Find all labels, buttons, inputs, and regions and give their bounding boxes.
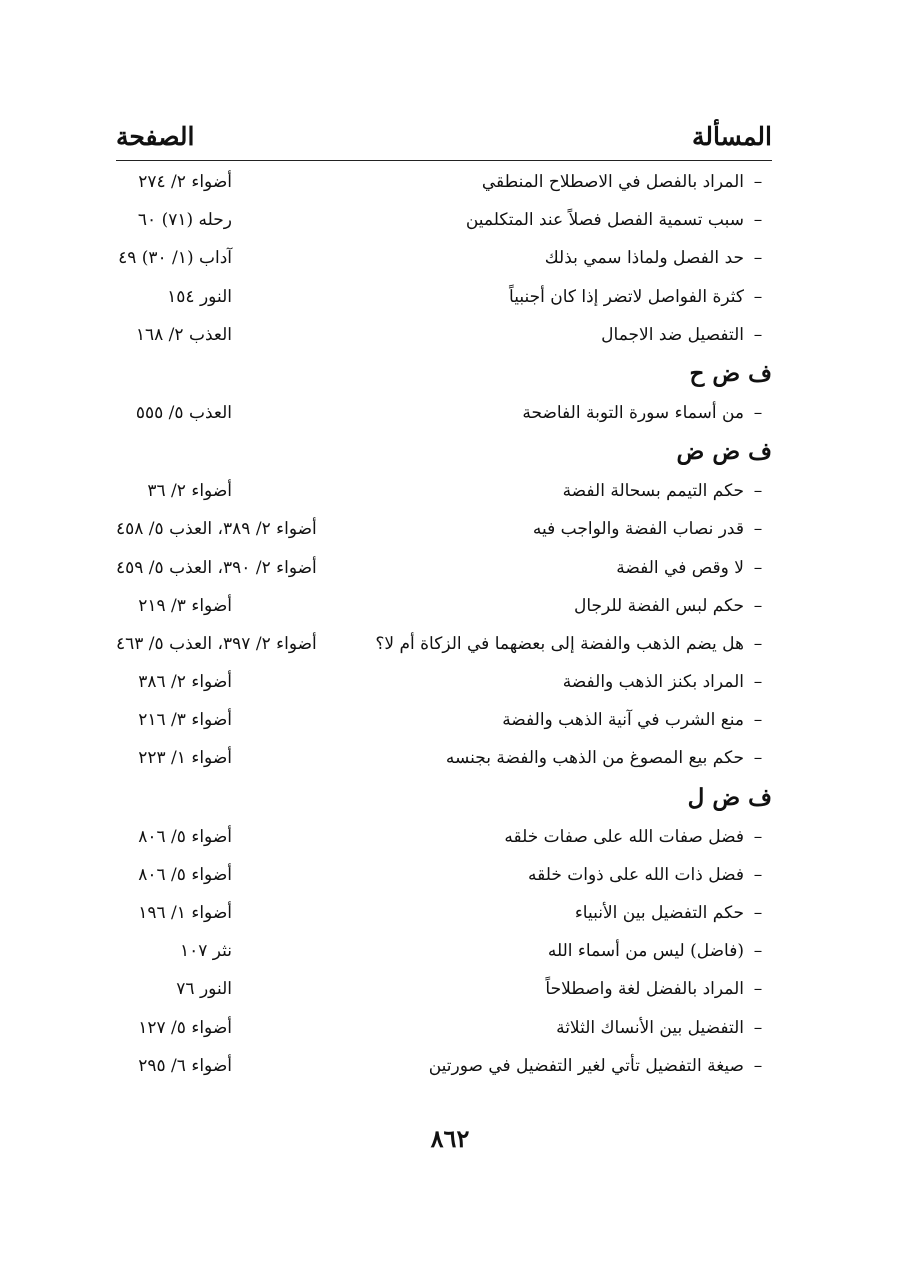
index-entry [116, 549, 772, 587]
index-entry [116, 587, 772, 625]
entry-topic: حكم التيمم بسحالة الفضة [562, 481, 744, 502]
index-section [116, 163, 772, 354]
entry-topic: حكم التفضيل بين الأنبياء [574, 903, 744, 923]
entry-topic-cell [375, 625, 772, 663]
entry-page-reference: رحله (٧١) ٦٠ [137, 210, 232, 231]
index-entry [116, 970, 772, 1008]
entry-page-reference: أضواء ٥/ ١٢٧ [138, 1017, 232, 1038]
root-heading: ف ض ح [689, 359, 772, 387]
index-entry [116, 278, 772, 316]
header-divider [116, 160, 772, 161]
entry-page-reference: أضواء ١/ ٢٢٣ [138, 748, 232, 769]
root-heading: ف ض ل [687, 783, 772, 811]
entry-page-reference: أضواء ٢/ ٣٨٩، العذب ٥/ ٤٥٨ [116, 519, 317, 540]
index-entry [116, 201, 772, 239]
index-entry [116, 856, 772, 894]
index-entry [116, 894, 772, 932]
entry-topic: منع الشرب في آنية الذهب والفضة [502, 710, 744, 731]
entry-topic-cell [575, 894, 772, 932]
index-entry [116, 663, 772, 701]
entry-dash-marker: – [753, 172, 763, 192]
page-column-label: الصفحة [116, 122, 195, 151]
entry-topic-cell [522, 394, 772, 432]
entry-page-reference: آداب (١/ ٣٠) ٤٩ [118, 248, 232, 269]
entry-topic: المراد بالفصل في الاصطلاح المنطقي [481, 172, 744, 192]
index-entries [116, 163, 772, 1085]
entry-topic-cell [528, 856, 772, 894]
entry-topic-cell [574, 587, 772, 625]
entry-page-reference: أضواء ٢/ ٣٩٧، العذب ٥/ ٤٦٣ [116, 633, 317, 654]
entry-topic: قدر نصاب الفضة والواجب فيه [532, 519, 744, 540]
entry-topic: فضل ذات الله على ذوات خلقه [527, 864, 744, 885]
entry-topic: لا وقص في الفضة [616, 557, 744, 578]
entry-topic: التفصيل ضد الاجمال [601, 324, 744, 345]
entry-topic: حد الفصل ولماذا سمي بذلك [544, 248, 744, 269]
index-section [116, 432, 772, 778]
entry-dash-marker: – [753, 210, 763, 231]
entry-page-reference: أضواء ٥/ ٨٠٦ [138, 826, 232, 847]
entry-topic-cell [429, 1047, 772, 1085]
entry-dash-marker: – [753, 519, 763, 540]
entry-page-reference: أضواء ٢/ ٣٨٦ [138, 672, 232, 693]
entry-page-reference: أضواء ٦/ ٢٩٥ [138, 1055, 232, 1076]
entry-topic-cell [601, 316, 772, 354]
entry-topic: من أسماء سورة التوبة الفاضحة [522, 402, 744, 423]
entry-topic: المراد بالفضل لغة واصطلاحاً [545, 979, 744, 1000]
entry-page-reference: أضواء ٢/ ٣٦ [147, 481, 232, 502]
entry-dash-marker: – [753, 557, 763, 578]
entry-topic-cell [504, 818, 772, 856]
entry-dash-marker: – [753, 402, 763, 423]
entry-topic: كثرة الفواصل لاتضر إذا كان أجنبياً [509, 286, 744, 307]
entry-dash-marker: – [753, 864, 763, 885]
entry-dash-marker: – [753, 941, 763, 962]
entry-topic-cell [545, 970, 772, 1008]
entry-page-reference: أضواء ١/ ١٩٦ [138, 903, 232, 923]
entry-dash-marker: – [753, 595, 763, 616]
index-entry [116, 625, 772, 663]
entry-dash-marker: – [753, 710, 763, 731]
entry-page-reference: أضواء ٢/ ٢٧٤ [138, 172, 232, 192]
entry-topic-cell [563, 472, 772, 510]
entry-topic-cell [563, 663, 772, 701]
entry-dash-marker: – [753, 748, 763, 769]
root-heading: ف ض ض [676, 438, 772, 466]
index-entry [116, 932, 772, 970]
entry-dash-marker: – [753, 633, 763, 654]
entry-dash-marker: – [753, 826, 763, 847]
entry-topic: التفضيل بين الأنساك الثلاثة [556, 1017, 744, 1038]
entry-topic: سبب تسمية الفصل فصلاً عند المتكلمين [465, 210, 744, 231]
index-entry [116, 701, 772, 739]
entry-page-reference: أضواء ٣/ ٢١٦ [138, 710, 232, 731]
entry-topic-cell [502, 701, 772, 739]
entry-dash-marker: – [753, 903, 763, 923]
index-section [116, 354, 772, 432]
entry-topic: حكم لبس الفضة للرجال [574, 595, 744, 616]
entry-dash-marker: – [753, 248, 763, 269]
entry-topic-cell [446, 739, 772, 777]
entry-page-reference: نثر ١٠٧ [179, 941, 232, 962]
index-entry [116, 472, 772, 510]
entry-topic-cell [533, 510, 772, 548]
entry-topic: المراد بكنز الذهب والفضة [562, 672, 744, 693]
entry-topic: فضل صفات الله على صفات خلقه [504, 826, 744, 847]
entry-page-reference: أضواء ٢/ ٣٩٠، العذب ٥/ ٤٥٩ [116, 557, 317, 578]
entry-page-reference: أضواء ٣/ ٢١٩ [138, 595, 232, 616]
entry-dash-marker: – [753, 1055, 763, 1076]
entry-dash-marker: – [753, 286, 763, 307]
entry-page-reference: النور ١٥٤ [167, 286, 232, 307]
entry-topic: (فاضل) ليس من أسماء الله [547, 941, 744, 962]
column-header [116, 122, 772, 162]
entry-page-reference: النور ٧٦ [176, 979, 232, 1000]
entry-dash-marker: – [753, 1017, 763, 1038]
entry-topic: حكم بيع المصوغ من الذهب والفضة بجنسه [445, 748, 744, 769]
entry-topic-cell [556, 1009, 772, 1047]
index-entry [116, 818, 772, 856]
index-entry [116, 739, 772, 777]
entry-dash-marker: – [753, 672, 763, 693]
entry-topic: صيغة التفضيل تأتي لغير التفضيل في صورتين [428, 1055, 744, 1076]
entry-topic-cell [616, 549, 772, 587]
entry-page-reference: أضواء ٥/ ٨٠٦ [138, 864, 232, 885]
entry-topic-cell [509, 278, 772, 316]
index-entry [116, 394, 772, 432]
entry-topic-cell [545, 239, 772, 277]
entry-dash-marker: – [753, 324, 763, 345]
index-section [116, 778, 772, 1085]
issue-column-label: المسألة [692, 122, 772, 151]
index-entry [116, 1047, 772, 1085]
page-number: ٨٦٢ [430, 1124, 470, 1153]
entry-topic-cell [466, 201, 772, 239]
entry-dash-marker: – [753, 481, 763, 502]
entry-topic-cell [548, 932, 772, 970]
entry-page-reference: العذب ٢/ ١٦٨ [135, 324, 232, 345]
index-entry [116, 163, 772, 201]
entry-topic: هل يضم الذهب والفضة إلى بعضهما في الزكاة أم لا؟ [375, 633, 744, 654]
index-entry [116, 1009, 772, 1047]
index-entry [116, 316, 772, 354]
entry-topic-cell [482, 163, 772, 201]
index-entry [116, 510, 772, 548]
entry-page-reference: العذب ٥/ ٥٥٥ [135, 402, 232, 423]
entry-dash-marker: – [753, 979, 763, 1000]
index-entry [116, 239, 772, 277]
